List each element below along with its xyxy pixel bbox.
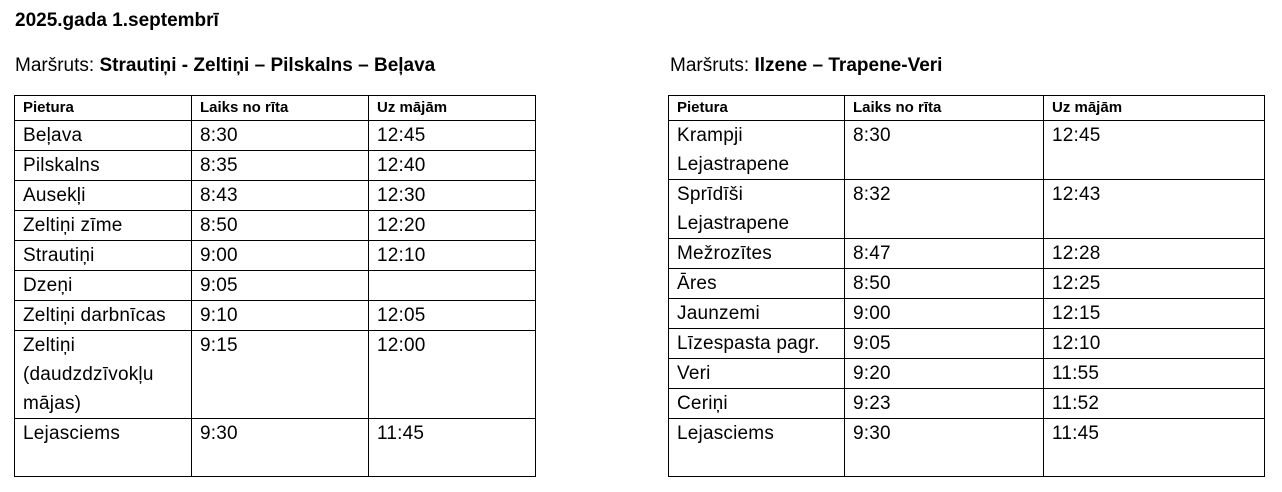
stop-name-cell: Āres [669, 269, 845, 299]
stop-name-cell: Lejasciems [15, 419, 192, 477]
route-prefix: Maršruts: [670, 55, 755, 76]
stop-name-cell: Dzeņi [15, 271, 192, 301]
table-row [15, 211, 536, 241]
table-row [669, 299, 1265, 329]
morning-time-cell: 9:00 [845, 299, 1044, 329]
table-row [15, 419, 536, 477]
table-row [15, 121, 536, 151]
return-time-cell: 11:55 [1044, 359, 1265, 389]
table-row [669, 239, 1265, 269]
stop-name-cell: Sprīdīši Lejastrapene [669, 180, 845, 239]
morning-time-cell: 9:30 [192, 419, 369, 477]
route-name: Strautiņi - Zeltiņi – Pilskalns – Beļava [99, 55, 436, 76]
stop-name-cell: Zeltiņi (daudzdzīvokļu mājas) [15, 331, 192, 419]
return-time-cell: 12:00 [369, 331, 536, 419]
table-row [669, 389, 1265, 419]
table-row [15, 271, 536, 301]
morning-time-cell: 9:15 [192, 331, 369, 419]
morning-time-cell: 9:20 [845, 359, 1044, 389]
column-header-return: Uz mājām [369, 96, 536, 121]
stop-name-cell: Beļava [15, 121, 192, 151]
return-time-cell [369, 271, 536, 301]
morning-time-cell: 8:50 [845, 269, 1044, 299]
return-time-cell: 11:52 [1044, 389, 1265, 419]
return-time-cell: 11:45 [369, 419, 536, 477]
table-row [669, 180, 1265, 239]
column-header-return: Uz mājām [1044, 96, 1265, 121]
morning-time-cell: 8:47 [845, 239, 1044, 269]
morning-time-cell: 9:00 [192, 241, 369, 271]
morning-time-cell: 8:30 [845, 121, 1044, 180]
table-row [669, 121, 1265, 180]
table-row [15, 151, 536, 181]
return-time-cell: 12:20 [369, 211, 536, 241]
table-row [669, 269, 1265, 299]
return-time-cell: 12:45 [1044, 121, 1265, 180]
stop-name-cell: Veri [669, 359, 845, 389]
return-time-cell: 12:25 [1044, 269, 1265, 299]
return-time-cell: 12:10 [1044, 329, 1265, 359]
stop-name-cell: Mežrozītes [669, 239, 845, 269]
stop-name-cell: Pilskalns [15, 151, 192, 181]
morning-time-cell: 8:43 [192, 181, 369, 211]
table-row [15, 331, 536, 419]
return-time-cell: 12:15 [1044, 299, 1265, 329]
route-caption-right [670, 55, 942, 77]
table-header-row [15, 96, 536, 121]
route-name: Ilzene – Trapene-Veri [754, 55, 943, 76]
morning-time-cell: 9:30 [845, 419, 1044, 477]
schedule-table-left [14, 95, 536, 477]
table-row [669, 419, 1265, 477]
table-row [15, 181, 536, 211]
morning-time-cell: 8:30 [192, 121, 369, 151]
morning-time-cell: 9:10 [192, 301, 369, 331]
morning-time-cell: 8:35 [192, 151, 369, 181]
return-time-cell: 12:40 [369, 151, 536, 181]
return-time-cell: 11:45 [1044, 419, 1265, 477]
route-caption-left [15, 55, 435, 77]
route-prefix: Maršruts: [15, 55, 100, 76]
morning-time-cell: 8:50 [192, 211, 369, 241]
stop-name-cell: Jaunzemi [669, 299, 845, 329]
table-row [15, 301, 536, 331]
table-row [669, 359, 1265, 389]
morning-time-cell: 8:32 [845, 180, 1044, 239]
stop-name-cell: Līzespasta pagr. [669, 329, 845, 359]
document-title: 2025.gada 1.septembrī [15, 10, 219, 31]
return-time-cell: 12:30 [369, 181, 536, 211]
return-time-cell: 12:05 [369, 301, 536, 331]
return-time-cell: 12:28 [1044, 239, 1265, 269]
morning-time-cell: 9:05 [845, 329, 1044, 359]
return-time-cell: 12:45 [369, 121, 536, 151]
stop-name-cell: Lejasciems [669, 419, 845, 477]
column-header-stop: Pietura [669, 96, 845, 121]
schedule-table-right [668, 95, 1265, 477]
return-time-cell: 12:10 [369, 241, 536, 271]
stop-name-cell: Krampji Lejastrapene [669, 121, 845, 180]
column-header-morning: Laiks no rīta [845, 96, 1044, 121]
column-header-morning: Laiks no rīta [192, 96, 369, 121]
column-header-stop: Pietura [15, 96, 192, 121]
stop-name-cell: Zeltiņi darbnīcas [15, 301, 192, 331]
stop-name-cell: Ausekļi [15, 181, 192, 211]
morning-time-cell: 9:05 [192, 271, 369, 301]
morning-time-cell: 9:23 [845, 389, 1044, 419]
table-row [15, 241, 536, 271]
table-row [669, 329, 1265, 359]
return-time-cell: 12:43 [1044, 180, 1265, 239]
stop-name-cell: Strautiņi [15, 241, 192, 271]
stop-name-cell: Ceriņi [669, 389, 845, 419]
table-header-row [669, 96, 1265, 121]
stop-name-cell: Zeltiņi zīme [15, 211, 192, 241]
